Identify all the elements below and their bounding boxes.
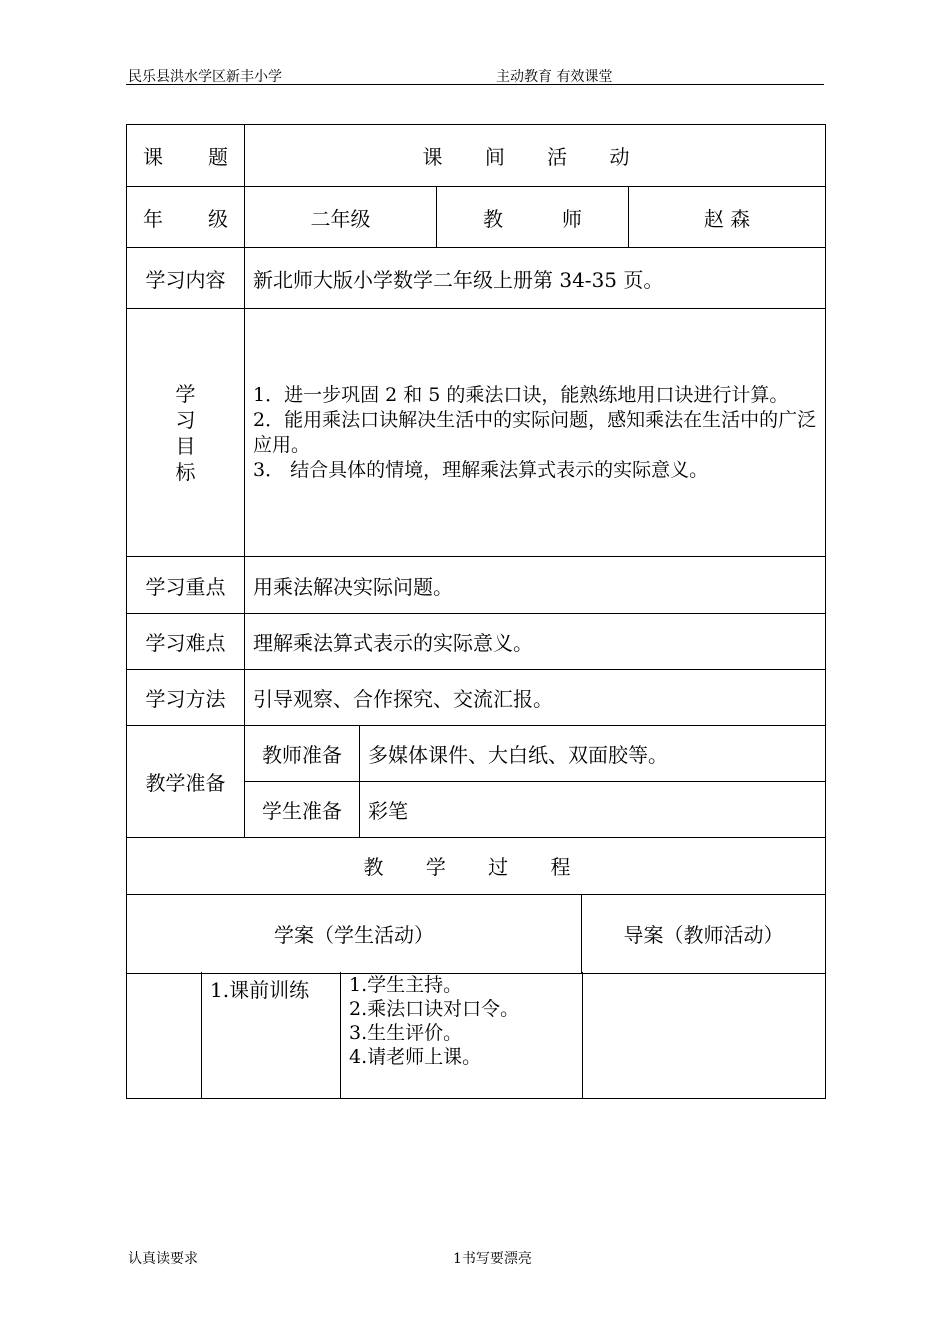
process-step-table xyxy=(126,972,826,1099)
key-value: 用乘法解决实际问题。 xyxy=(245,557,826,614)
grade-value: 二年级 xyxy=(245,187,437,248)
method-value: 引导观察、合作探究、交流汇报。 xyxy=(245,670,826,726)
teacher-activity-cell xyxy=(583,972,826,1098)
footer-page-note: 1书写要漂亮 xyxy=(453,1251,532,1267)
key-label: 学习重点 xyxy=(127,557,245,614)
goals-list xyxy=(245,309,826,557)
teacher-prep-value: 多媒体课件、大白纸、双面胶等。 xyxy=(360,726,826,782)
content-value: 新北师大版小学数学二年级上册第 34-35 页。 xyxy=(245,248,826,309)
list-item: 1.学生主持。 xyxy=(349,974,463,996)
goal-item: 2．能用乘法口诀解决生活中的实际问题，感知乘法在生活中的广泛应用。 xyxy=(253,408,817,456)
grade-label: 年 级 xyxy=(127,187,245,248)
lesson-info-table xyxy=(126,124,826,838)
list-item: 2.乘法口诀对口令。 xyxy=(349,998,520,1020)
method-label: 学习方法 xyxy=(127,670,245,726)
goals-label: 学 习 目 标 xyxy=(127,309,245,557)
prep-label: 教学准备 xyxy=(127,726,245,838)
goal-item: 3． 结合具体的情境，理解乘法算式表示的实际意义。 xyxy=(253,458,709,481)
student-activity-list xyxy=(341,972,583,1098)
student-prep-value: 彩笔 xyxy=(360,782,826,838)
step-index-cell xyxy=(127,972,202,1098)
teacher-prep-label: 教师准备 xyxy=(245,726,360,782)
process-header-table xyxy=(126,837,826,974)
difficulty-label: 学习难点 xyxy=(127,614,245,670)
list-item: 3.生生评价。 xyxy=(349,1022,463,1044)
header-rule xyxy=(126,84,824,85)
difficulty-value: 理解乘法算式表示的实际意义。 xyxy=(245,614,826,670)
teacher-activity-header: 导案（教师活动） xyxy=(582,894,826,973)
goal-item: 1．进一步巩固 2 和 5 的乘法口诀，能熟练地用口诀进行计算。 xyxy=(253,383,789,406)
teacher-label: 教 师 xyxy=(437,187,629,248)
student-activity-header: 学案（学生活动） xyxy=(127,894,582,973)
student-prep-label: 学生准备 xyxy=(245,782,360,838)
topic-value: 课 间 活 动 xyxy=(245,125,826,187)
header-motto: 主动教育 有效课堂 xyxy=(496,69,613,85)
content-label: 学习内容 xyxy=(127,248,245,309)
step-label: 1.课前训练 xyxy=(202,972,341,1098)
topic-label: 课 题 xyxy=(127,125,245,187)
footer-left-note: 认真读要求 xyxy=(128,1251,198,1267)
list-item: 4.请老师上课。 xyxy=(349,1046,482,1068)
process-title: 教 学 过 程 xyxy=(127,837,826,894)
header-school: 民乐县洪水学区新丰小学 xyxy=(128,69,282,85)
teacher-value: 赵 森 xyxy=(629,187,826,248)
